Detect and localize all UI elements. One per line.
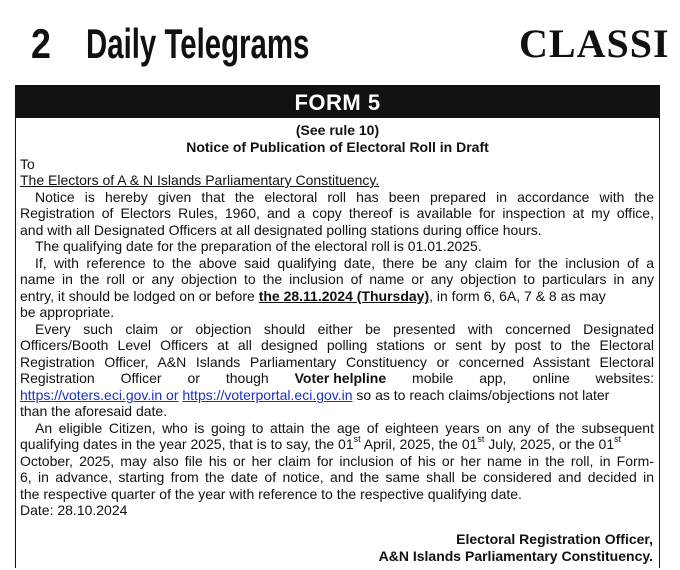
section-heading: CLASSI — [519, 21, 670, 66]
word: though — [225, 370, 269, 386]
link-suffix: so as to reach claims/objections not later — [352, 387, 610, 403]
newspaper-masthead — [0, 0, 680, 80]
rule-reference: (See rule 10) — [295, 122, 380, 138]
word: Registration — [20, 370, 95, 386]
word: mobile — [412, 370, 454, 386]
paragraph-3-line — [20, 288, 654, 304]
word: app, — [479, 370, 507, 386]
paragraph-3-line: be appropriate. — [20, 304, 115, 320]
paragraph-5-line: 6, in advance, starting from the date of notice, and the same shall be considered and decided in — [20, 469, 654, 485]
voterportal-link[interactable]: https://voterportal.eci.gov.in — [182, 387, 353, 403]
paragraph-5-line: October, 2025, may also file his or her claim for inclusion of his or her name in the roll, in Form- — [20, 453, 654, 469]
deadline-date: the 28.11.2024 (Thursday) — [258, 288, 430, 304]
voters-portal-link[interactable]: https://voters.eci.gov.in or — [20, 387, 179, 403]
ordinal-suffix: st — [614, 434, 622, 445]
paragraph-1-line: Notice is hereby given that the electoral roll has been prepared in accordance with the — [35, 189, 654, 205]
paragraph-4-line: Registration Officer, A&N Islands Parliamentary Constituency or concerned Assistant Electoral — [20, 354, 654, 370]
voter-helpline-label: Voter helpline — [294, 370, 387, 386]
paragraph-5-line — [20, 436, 654, 452]
newspaper-name: Daily Telegrams — [86, 20, 310, 67]
paragraph-1-line: Registration of Electors Rules, 1960, and a copy thereof is available for inspection at my office, — [20, 205, 654, 221]
word: or — [187, 370, 200, 386]
page-number: 2 — [31, 20, 51, 67]
salutation: To — [20, 156, 35, 172]
text-fragment: April, 2025, the 01 — [360, 436, 478, 452]
qualifying-date-paragraph: The qualifying date for the preparation of the electoral roll is 01.01.2025. — [35, 238, 482, 254]
paragraph-1-line: and with all Designated Officers at all designated polling stations during office hours. — [20, 222, 542, 238]
paragraph-5-line: the respective quarter of the year with reference to the respective qualifying date. — [20, 486, 522, 502]
paragraph-3-line: name in the roll or any objection to the inclusion of name or any objection to particulars in any — [20, 271, 654, 287]
word: Officer — [120, 370, 162, 386]
text-fragment: qualifying dates in the year 2025, that is to say, the 01 — [20, 436, 354, 452]
form-title: FORM 5 — [16, 86, 659, 118]
ordinal-suffix: st — [353, 434, 361, 445]
paragraph-3-line: If, with reference to the above said qualifying date, there be any claim for the inclusion of a — [35, 255, 654, 271]
deadline-prefix: entry, it should be lodged on or before — [20, 288, 259, 304]
notice-date: Date: 28.10.2024 — [20, 502, 128, 518]
signatory-title: Electoral Registration Officer, — [456, 531, 653, 547]
word: online — [532, 370, 570, 386]
signatory-constituency: A&N Islands Parliamentary Constituency. — [378, 548, 653, 564]
deadline-suffix: , in form 6, 6A, 7 & 8 as may — [429, 288, 606, 304]
addressee — [20, 172, 654, 188]
notice-title: Notice of Publication of Electoral Roll in Draft — [186, 139, 489, 155]
text-fragment: July, 2025, or the 01 — [484, 436, 615, 452]
paragraph-5-line: An eligible Citizen, who is going to attain the age of eighteen years on any of the subsequent — [35, 420, 654, 436]
paragraph-4-line — [20, 370, 654, 386]
ordinal-suffix: st — [477, 434, 485, 445]
paragraph-4-line: Officers/Booth Level Officers at all designed polling stations or sent by post to the Electoral — [20, 337, 654, 353]
word: websites: — [595, 370, 654, 386]
paragraph-4-line — [20, 387, 654, 403]
form-5-notice — [15, 85, 660, 568]
addressee-text: The Electors of A & N Islands Parliamentary Constituency. — [20, 172, 380, 188]
paragraph-4-line: than the aforesaid date. — [20, 403, 168, 419]
paragraph-4-line: Every such claim or objection should either be presented with concerned Designated — [35, 321, 654, 337]
